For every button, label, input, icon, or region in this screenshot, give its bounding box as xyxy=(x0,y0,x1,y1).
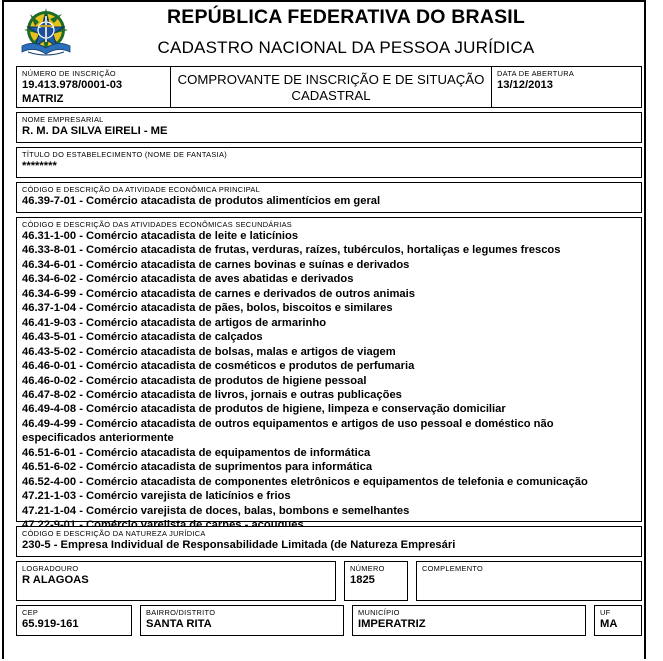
field-cep xyxy=(16,605,132,636)
numero-value: 1825 xyxy=(350,574,375,586)
atividades-secundarias-label: CÓDIGO E DESCRIÇÃO DAS ATIVIDADES ECONÔMICAS SECUNDÁRIAS xyxy=(22,220,293,229)
field-nome-fantasia xyxy=(16,147,642,178)
atividades-secundarias-list xyxy=(17,229,641,533)
comprovante-title-text: COMPROVANTE DE INSCRIÇÃO E DE SITUAÇÃO CADASTRAL xyxy=(177,72,485,103)
field-nome-empresarial xyxy=(16,112,642,143)
atividade-principal-label: CÓDIGO E DESCRIÇÃO DA ATIVIDADE ECONÔMICA PRINCIPAL xyxy=(22,185,261,194)
field-uf xyxy=(594,605,642,636)
municipio-value: IMPERATRIZ xyxy=(358,618,426,630)
field-numero-inscricao xyxy=(16,66,170,108)
brazil-coat-of-arms-icon xyxy=(16,6,76,64)
complemento-value xyxy=(417,573,641,574)
nome-fantasia-value: ******** xyxy=(22,160,57,172)
numero-inscricao-value: 19.413.978/0001-03 xyxy=(22,79,123,91)
nome-empresarial-label: NOME EMPRESARIAL xyxy=(22,115,104,124)
uf-label: UF xyxy=(600,608,611,617)
field-natureza-juridica xyxy=(16,526,642,557)
atividade-secundaria-item: 46.34-6-01 - Comércio atacadista de carnes bovinas e suínas e derivados xyxy=(22,258,410,271)
field-atividade-principal xyxy=(16,182,642,213)
atividade-secundaria-item: 46.43-5-01 - Comércio atacadista de calçados xyxy=(22,331,263,344)
atividade-secundaria-item: 46.43-5-02 - Comércio atacadista de bolsas, malas e artigos de viagem xyxy=(22,345,396,358)
nome-empresarial-value: R. M. DA SILVA EIRELI - ME xyxy=(22,125,168,137)
bairro-value: SANTA RITA xyxy=(146,618,212,630)
atividade-secundaria-item: 46.41-9-03 - Comércio atacadista de artigos de armarinho xyxy=(22,316,327,329)
atividade-secundaria-item: 46.49-4-99 - Comércio atacadista de outros equipamentos e artigos de uso pessoal e doméstico não xyxy=(22,417,554,430)
atividade-principal-value: 46.39-7-01 - Comércio atacadista de produtos alimentícios em geral xyxy=(22,195,381,207)
document-titles xyxy=(76,2,616,58)
data-abertura-value: 13/12/2013 xyxy=(497,79,553,91)
cnpj-document-page xyxy=(2,0,646,659)
atividade-secundaria-item: 46.51-6-02 - Comércio atacadista de suprimentos para informática xyxy=(22,461,373,474)
atividade-secundaria-item: 46.47-8-02 - Comércio atacadista de livros, jornais e outras publicações xyxy=(22,388,402,401)
header-data-row xyxy=(16,66,642,108)
bairro-label: BAIRRO/DISTRITO xyxy=(146,608,216,617)
page-title: REPÚBLICA FEDERATIVA DO BRASIL xyxy=(166,6,526,28)
atividade-secundaria-item: 46.37-1-04 - Comércio atacadista de pães, bolos, biscoitos e similares xyxy=(22,302,393,315)
atividade-secundaria-item: 46.34-6-99 - Comércio atacadista de carnes e derivados de outros animais xyxy=(22,287,415,300)
municipio-label: MUNICÍPIO xyxy=(358,608,400,617)
field-comprovante-title xyxy=(170,66,492,108)
uf-value: MA xyxy=(600,618,618,630)
field-municipio xyxy=(352,605,586,636)
natureza-juridica-value: 230-5 - Empresa Individual de Responsabilidade Limitada (de Natureza Empresári xyxy=(22,539,456,551)
logradouro-value: R ALAGOAS xyxy=(22,574,89,586)
atividade-secundaria-item: 46.51-6-01 - Comércio atacadista de equipamentos de informática xyxy=(22,446,371,459)
numero-inscricao-label: NÚMERO DE INSCRIÇÃO xyxy=(22,69,116,78)
atividade-secundaria-item: 46.52-4-00 - Comércio atacadista de componentes eletrônicos e equipamentos de telefonia e comunicação xyxy=(22,475,588,488)
atividade-secundaria-item: 46.31-1-00 - Comércio atacadista de leite e laticínios xyxy=(22,230,299,242)
cep-value: 65.919-161 xyxy=(22,618,79,630)
atividade-secundaria-item: 47.21-1-04 - Comércio varejista de doces, balas, bombons e semelhantes xyxy=(22,504,410,517)
field-atividades-secundarias xyxy=(16,217,642,522)
nome-fantasia-label: TÍTULO DO ESTABELECIMENTO (NOME DE FANTASIA) xyxy=(22,150,227,159)
field-bairro xyxy=(140,605,344,636)
field-data-abertura xyxy=(492,66,642,108)
numero-label: NÚMERO xyxy=(350,564,385,573)
inscricao-tipo-value: MATRIZ xyxy=(22,93,64,105)
cep-label: CEP xyxy=(22,608,39,617)
data-abertura-label: DATA DE ABERTURA xyxy=(497,69,575,78)
field-complemento xyxy=(416,561,642,601)
endereco-row-2 xyxy=(16,605,642,636)
atividade-secundaria-item: 46.33-8-01 - Comércio atacadista de frutas, verduras, raízes, tubérculos, hortaliças e legumes frescos xyxy=(22,244,561,257)
field-numero xyxy=(344,561,408,601)
atividade-secundaria-item: 46.46-0-02 - Comércio atacadista de produtos de higiene pessoal xyxy=(22,374,367,387)
page-subtitle: CADASTRO NACIONAL DA PESSOA JURÍDICA xyxy=(157,38,535,57)
atividade-secundaria-item: 46.46-0-01 - Comércio atacadista de cosméticos e produtos de perfumaria xyxy=(22,360,415,373)
atividade-secundaria-item: 46.49-4-08 - Comércio atacadista de produtos de higiene, limpeza e conservação domiciliar xyxy=(22,403,506,416)
document-header xyxy=(16,2,642,64)
atividade-secundaria-item: especificados anteriormente xyxy=(22,432,174,445)
logradouro-label: LOGRADOURO xyxy=(22,564,79,573)
complemento-label: COMPLEMENTO xyxy=(422,564,484,573)
field-logradouro xyxy=(16,561,336,601)
endereco-row-1 xyxy=(16,561,642,601)
atividade-secundaria-item: 46.34-6-02 - Comércio atacadista de aves abatidas e derivados xyxy=(22,273,354,286)
atividade-secundaria-item: 47.21-1-03 - Comércio varejista de laticínios e frios xyxy=(22,490,291,503)
natureza-juridica-label: CÓDIGO E DESCRIÇÃO DA NATUREZA JURÍDICA xyxy=(22,529,206,538)
document-inner xyxy=(16,2,642,636)
